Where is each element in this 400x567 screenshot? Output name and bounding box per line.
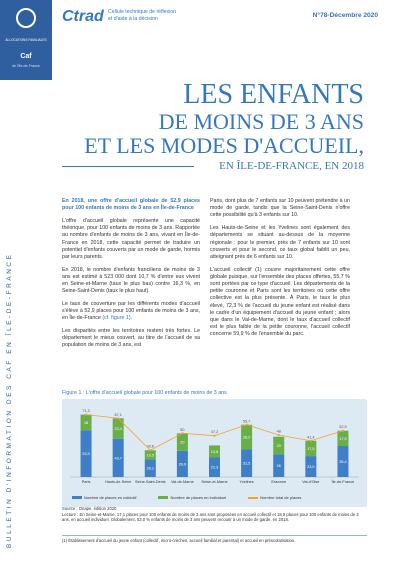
bar-chart [62,399,367,493]
caf-logo-emblem [16,8,36,28]
paragraph-4: Les disparités entre les territoires restent très fortes. Le département le mieux couvert, au titre de l'accueil de sa population de moins de 3 ans, est [62,328,200,349]
title-line-2: DE MOINS DE 3 ANS [158,109,364,134]
legend-total [248,495,301,500]
tick-label-category: Seine-et-Marne [201,480,228,484]
brand-name: Ctrad [62,8,104,25]
caf-logo-region: de l'Île-de-France [12,64,40,68]
tick-label-category: Val-de-Marne [171,480,194,484]
reading-note: Lecture : En Seine-et-Marne, 17,1 places pour 100 enfants de moins de 3 ans sont proposées en accueil collectif et 18,9 places pour 100 enfants de moins de 3 ans, en accueil individuel. Globalement, 53,0 % enfants de moins de 3 ans peuvent recourir à un mode de garde, en 2018. [62,511,359,523]
point-total [117,417,119,419]
data-label-total: 71,3 [82,409,90,414]
paragraph-3-text: Le taux de couverture par les différents modes d'accueil s'élève à 52,9 places pour 100 enfants de moins de 3 ans, en Île-de-France [62,300,200,322]
data-label-individuel: 13,8 [210,449,219,454]
brand-subtitle: Cellule technique de réflexion et d'aide à la décision [108,9,177,22]
data-label-individuel: 20 [180,440,185,445]
tick-label-category: Seine-Saint-Denis [134,480,166,484]
figure-title: Figure 1 : L'offre d'accueil globale pour 100 enfants de moins de 3 ans [62,390,227,396]
chart-panel [62,399,367,507]
paragraph-1: L'offre d'accueil globale représente une capacité théorique, pour 100 enfants de moins de 3 ans. Rapportée au nombre d'enfants de moins de 3 ans, vivant en Île-de-France en 2018, cette capacité permet de traduire un potentiel d'enfants couverts par un mode de garde, hormis par leurs parents. [62,217,200,260]
point-total [85,414,87,416]
data-label-collectif: 26 [276,464,281,469]
point-total [149,449,151,451]
source-line: Source : Onape, édition 2020 [62,506,117,511]
data-label-collectif: 23,9 [307,465,315,470]
right-column [210,198,350,344]
figure-1 [62,390,367,507]
data-label-collectif: 53,3 [82,452,90,457]
legend-swatch-total [248,497,258,499]
legend-individuel [158,495,226,500]
page-title [84,80,364,158]
sidebar-bulletin-title: BULLETIN D'INFORMATION DES CAF EN ÎLE-DE-FRANCE [6,252,13,548]
paragraph-5: Paris, dont plus de 7 enfants sur 10 peuvent prétendre à un mode de garde, tandis que la Seine-Saint-Denis n'offre cette possibilité qu'à 3 enfants sur 10. [210,198,350,219]
tick-label-category: Paris [81,480,91,484]
title-divider [62,166,194,167]
data-label-total: 41,4 [307,435,315,440]
point-total [278,434,280,436]
legend-swatch-collectif [72,496,82,499]
data-label-individuel: 10,5 [146,453,154,458]
data-label-total: 52,9 [339,425,347,430]
point-total [342,430,344,432]
page-subtitle: EN ÎLE-DE-FRANCE, EN 2018 [219,160,364,172]
tick-label-category: Val-d'Oise [302,480,320,484]
title-line-3: ET LES MODES D'ACCUEIL, [84,133,364,158]
tick-label-category: Essonne [271,480,287,484]
data-label-individuel: 23,4 [114,427,122,432]
data-label-individuel: 17,5 [307,446,315,451]
lead-paragraph: En 2018, une offre d'accueil globale de 52,9 places pour 100 enfants de moins de 3 ans en Île-de-France [62,198,200,212]
point-total [213,435,215,437]
caf-logo-families: ALLOCATIONS FAMILIALES [5,38,47,42]
data-label-individuel: 28,2 [242,435,251,440]
figure-1-link[interactable]: (cf. figure 1). [102,315,133,322]
data-label-collectif: 31,5 [242,461,251,466]
legend-label-total: Nombre total de places [260,495,302,500]
issue-number: N°78-Décembre 2020 [312,12,378,19]
left-column [62,198,200,355]
paragraph-3 [62,301,200,323]
legend-label-individuel: Nombre de places en individuel [170,495,227,500]
tick-label-category: Île-de-France [331,480,355,484]
tick-label-category: Yvelines [239,480,254,484]
data-label-collectif: 43,7 [114,456,122,461]
data-label-total: 59,7 [242,419,251,424]
data-label-total: 30,6 [146,444,154,449]
caf-logo-name: Caf [20,53,32,60]
footnote: (1) Établissement d'accueil du jeune enfant (collectif, micro-crèches, accueil familial et parental) et accueil en préscolarisation. [62,535,367,544]
legend-swatch-individuel [158,496,168,499]
data-label-individuel: 18 [83,420,89,425]
legend-label-collectif: Nombre de places en collectif [84,495,137,500]
paragraph-6: Les Hauts-de-Seine et les Yvelines sont également des départements se situant au-dessus de la moyenne régionale : pour le premier, près de 7 enfants sur 10 sont couverts et pour le second, ce taux global faiblit un peu, atteignant près de 6 enfants sur 10. [210,225,350,260]
data-label-individuel: 20 [276,444,281,448]
point-total [181,432,183,434]
data-label-collectif: 22,3 [210,465,219,470]
point-total [246,424,248,426]
point-total [310,440,312,442]
tick-label-category: Hauts-de-Seine [104,480,132,484]
data-label-total: 50 [180,427,185,432]
data-label-individuel: 17,5 [339,436,347,441]
title-line-1: LES ENFANTS [183,79,364,110]
data-label-collectif: 20,1 [146,466,154,471]
data-label-collectif: 29,9 [178,462,187,467]
legend-collectif [72,495,136,500]
paragraph-2: En 2018, le nombre d'enfants franciliens de moins de 3 ans est estimé à 523 000 dont 10,7 % d'entre eux vivent en Seine-et-Marne (taux le plus bas) contre 16,3 %, en Seine-Saint-Denis (taux le plus haut). [62,266,200,295]
data-label-collectif: 35,4 [339,460,347,465]
caf-logo [0,0,52,80]
figure-source [62,506,367,523]
chart-legend [72,495,301,500]
paragraph-7: L'accueil collectif (1) couvre majoritairement cette offre globale puisque, sur l'ensemble des places offertes, 55,7 % sont portées par ce type d'accueil. Les départements de la petite couronne et Paris sont les territoires où cette offre collective est la plus présente. À Paris, le taux le plus élevé, 72,3 % de l'accueil du jeune enfant est réalisé dans le cadre d'un équipement d'accueil du jeune enfant ; alors que dans le Val-de-Marne, dont le taux d'accueil collectif est le plus faible de la petite couronne, l'accueil collectif concerne 59,9 % de l'ensemble du parc. [210,266,350,338]
data-label-total: 67,1 [114,412,122,417]
data-label-total: 48 [276,429,281,434]
data-label-total: 47,2 [210,430,219,435]
